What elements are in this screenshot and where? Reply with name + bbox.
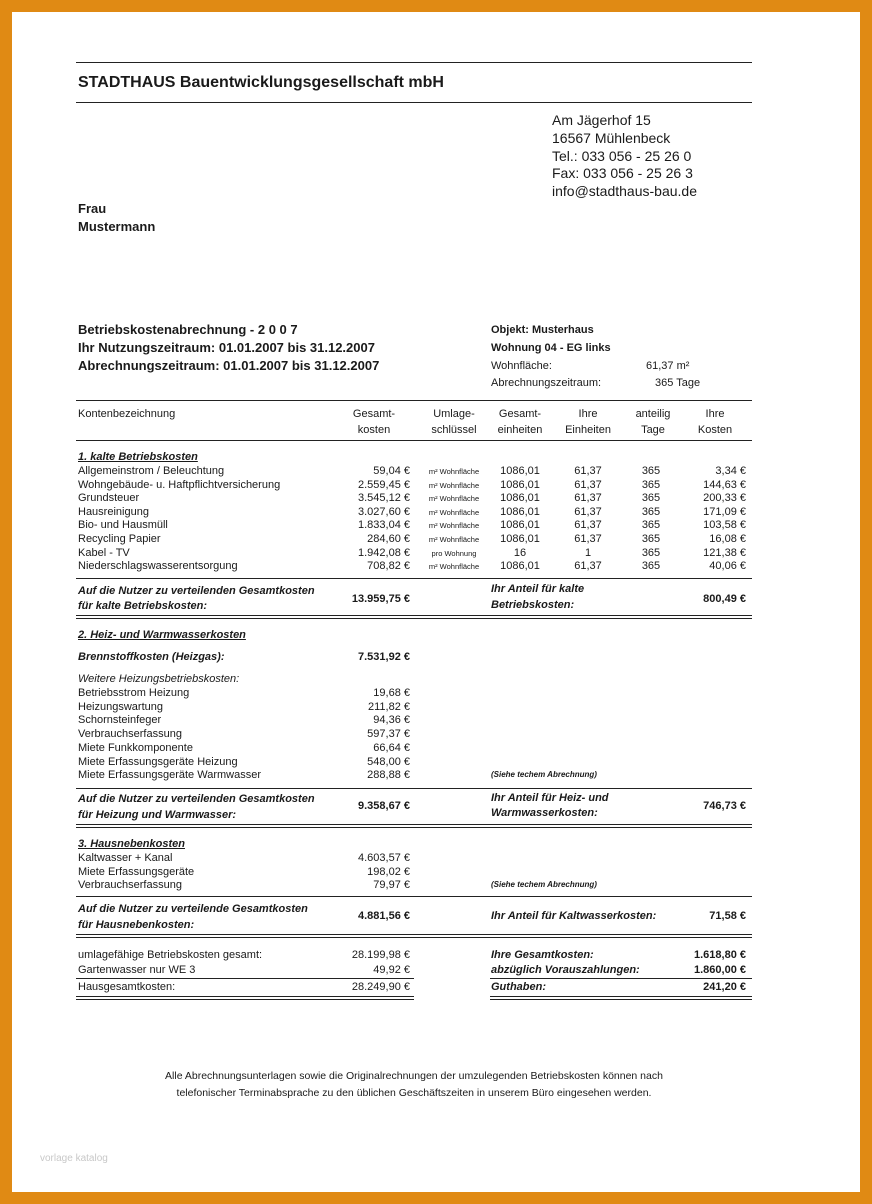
usage-period: Ihr Nutzungszeitraum: 01.01.2007 bis 31.12.2007	[78, 340, 375, 355]
header-bottom-rule	[76, 102, 752, 103]
summary-prepayments-label: abzüglich Vorauszahlungen:	[491, 964, 640, 976]
cost-row-name: Hausreinigung	[78, 506, 149, 518]
period-label: Abrechnungszeitraum:	[491, 377, 602, 389]
utility-row-cost: 198,02 €	[367, 866, 410, 878]
section1-share-label-1: Ihr Anteil für kalte	[491, 583, 585, 595]
cost-row-days: 365	[641, 533, 661, 545]
section3-double-rule-a	[76, 934, 752, 935]
section2-share-value: 746,73 €	[703, 800, 746, 812]
section1-share-value: 800,49 €	[703, 593, 746, 605]
section2-total-label-2: für Heizung und Warmwasser:	[78, 809, 237, 821]
cost-row-days: 365	[641, 519, 661, 531]
cost-row-days: 365	[641, 506, 661, 518]
cost-row-total: 1.833,04 €	[358, 519, 410, 531]
address-fax: Fax: 033 056 - 25 26 3	[552, 165, 693, 181]
section3-total-rule	[76, 896, 752, 897]
cost-row-total: 3.027,60 €	[358, 506, 410, 518]
summary-total-label: umlagefähige Betriebskosten gesamt:	[78, 949, 263, 961]
company-name: STADTHAUS Bauentwicklungsgesellschaft mbH	[78, 74, 444, 91]
address-city: 16567 Mühlenbeck	[552, 130, 671, 146]
cost-row-total-units: 1086,01	[500, 465, 540, 477]
cost-row-name: Allgemeinstrom / Beleuchtung	[78, 465, 225, 477]
cost-row-days: 365	[641, 547, 661, 559]
section1-total-label-1: Auf die Nutzer zu verteilenden Gesamtkosten	[78, 585, 315, 597]
cost-row-key: pro Wohnung	[431, 549, 477, 558]
summary-right-rule	[490, 978, 752, 979]
col-header-anteilig: anteilig Tage	[635, 408, 671, 436]
cost-row-units: 61,37	[574, 519, 602, 531]
section1-share-label-2: Betriebskosten:	[491, 599, 575, 611]
cost-row-name: Recycling Papier	[78, 533, 161, 545]
cost-row-share: 171,09 €	[703, 506, 746, 518]
section3-double-rule-b	[76, 937, 752, 938]
summary-garden-label: Gartenwasser nur WE 3	[78, 964, 196, 976]
section3-total-value: 4.881,56 €	[358, 910, 410, 922]
col-header-ihre-einheiten: Ihre Einheiten	[565, 408, 611, 436]
heating-row-cost: 288,88 €	[367, 769, 410, 781]
col-header-gesamt-einheiten: Gesamt- einheiten	[497, 408, 543, 436]
cost-row-key: m² Wohnfläche	[428, 467, 480, 476]
cost-row-key: m² Wohnfläche	[428, 521, 480, 530]
summary-garden-value: 49,92 €	[373, 964, 410, 976]
cost-row-days: 365	[641, 492, 661, 504]
cost-row-units: 61,37	[574, 492, 602, 504]
summary-your-total-label: Ihre Gesamtkosten:	[491, 949, 594, 961]
cost-row-total: 2.559,45 €	[358, 479, 410, 491]
section1-double-rule-b	[76, 618, 752, 619]
cost-row-total-units: 1086,01	[500, 519, 540, 531]
cost-row-share: 144,63 €	[703, 479, 746, 491]
heating-row-cost: 66,64 €	[373, 742, 410, 754]
section3-title: 3. Hausnebenkosten	[78, 838, 185, 850]
col-header-umlage: Umlage- schlüssel	[431, 408, 477, 436]
heating-row-name: Miete Funkkomponente	[78, 742, 193, 754]
cost-row-total: 708,82 €	[367, 560, 410, 572]
period-value: 365 Tage	[655, 377, 701, 389]
document-title: Betriebskostenabrechnung - 2 0 0 7	[78, 322, 298, 337]
section3-total-label-2: für Hausnebenkosten:	[78, 919, 195, 931]
cost-row-days: 365	[641, 560, 661, 572]
cost-row-share: 40,06 €	[709, 560, 746, 572]
cost-row-total: 3.545,12 €	[358, 492, 410, 504]
area-label: Wohnfläche:	[491, 360, 552, 372]
cost-row-name: Grundsteuer	[78, 492, 140, 504]
section3-total-label-1: Auf die Nutzer zu verteilende Gesamtkosten	[78, 903, 308, 915]
utility-row-name: Kaltwasser + Kanal	[78, 852, 173, 864]
section3-share-value: 71,58 €	[709, 910, 746, 922]
cost-row-key: m² Wohnfläche	[428, 481, 480, 490]
address-email: info@stadthaus-bau.de	[552, 183, 697, 199]
cost-row-total-units: 1086,01	[500, 560, 540, 572]
heating-row-name: Heizungswartung	[78, 701, 163, 713]
object-label: Objekt: Musterhaus	[491, 324, 594, 336]
heating-row-cost: 211,82 €	[367, 701, 410, 713]
col-header-konto: Kontenbezeichnung	[78, 408, 176, 420]
table-top-rule	[76, 400, 752, 401]
col-header-gesamt: Gesamt- kosten	[352, 408, 396, 436]
heating-row-name: Miete Erfassungsgeräte Warmwasser	[78, 769, 261, 781]
cost-row-units: 61,37	[574, 479, 602, 491]
section2-double-rule-b	[76, 827, 752, 828]
cost-row-key: m² Wohnfläche	[428, 562, 480, 571]
summary-house-label: Hausgesamtkosten:	[78, 981, 176, 993]
summary-left-bottom-rule-b	[76, 999, 414, 1000]
summary-total-value: 28.199,98 €	[351, 949, 410, 961]
address-phone: Tel.: 033 056 - 25 26 0	[552, 148, 692, 164]
cost-row-name: Wohngebäude- u. Haftpflichtversicherung	[78, 479, 281, 491]
header-top-rule	[76, 62, 752, 63]
cost-row-key: m² Wohnfläche	[428, 508, 480, 517]
recipient-salutation: Frau	[78, 201, 107, 216]
cost-row-units: 61,37	[574, 560, 602, 572]
utility-row-name: Miete Erfassungsgeräte	[78, 866, 195, 878]
fuel-cost-value: 7.531,92 €	[358, 651, 410, 663]
billing-period: Abrechnungszeitraum: 01.01.2007 bis 31.12.2007	[78, 358, 380, 373]
heating-row-cost: 19,68 €	[373, 687, 410, 699]
cost-row-share: 3,34 €	[715, 465, 746, 477]
section2-title: 2. Heiz- und Warmwasserkosten	[78, 629, 246, 641]
cost-row-total: 1.942,08 €	[358, 547, 410, 559]
summary-credit-label: Guthaben:	[491, 981, 546, 993]
fuel-cost-label: Brennstoffkosten (Heizgas):	[78, 651, 225, 663]
section2-double-rule-a	[76, 824, 752, 825]
heating-row-cost: 597,37 €	[367, 728, 410, 740]
address-street: Am Jägerhof 15	[552, 112, 651, 128]
cost-row-units: 61,37	[574, 465, 602, 477]
cost-row-units: 1	[584, 547, 592, 559]
utility-row-cost: 4.603,57 €	[358, 852, 410, 864]
cost-row-share: 200,33 €	[703, 492, 746, 504]
section1-double-rule-a	[76, 615, 752, 616]
cost-row-share: 103,58 €	[703, 519, 746, 531]
utility-row-name: Verbrauchserfassung	[78, 879, 182, 891]
summary-credit-value: 241,20 €	[703, 981, 746, 993]
cost-row-total-units: 16	[513, 547, 527, 559]
heating-subtitle: Weitere Heizungsbetriebskosten:	[78, 673, 240, 685]
section1-total-label-2: für kalte Betriebskosten:	[78, 600, 207, 612]
cost-row-total: 59,04 €	[373, 465, 410, 477]
cost-row-total-units: 1086,01	[500, 479, 540, 491]
summary-your-total-value: 1.618,80 €	[694, 949, 746, 961]
unit-label: Wohnung 04 - EG links	[491, 342, 611, 354]
cost-row-total: 284,60 €	[367, 533, 410, 545]
section2-total-label-1: Auf die Nutzer zu verteilenden Gesamtkosten	[78, 793, 315, 805]
summary-left-rule	[76, 978, 414, 979]
cost-row-key: m² Wohnfläche	[428, 494, 480, 503]
summary-prepayments-value: 1.860,00 €	[694, 964, 746, 976]
section2-share-label-1: Ihr Anteil für Heiz- und	[491, 792, 609, 804]
col-header-ihre-kosten: Ihre Kosten	[697, 408, 733, 436]
cost-row-units: 61,37	[574, 533, 602, 545]
section1-total-rule	[76, 578, 752, 579]
cost-row-name: Niederschlagswasserentsorgung	[78, 560, 238, 572]
letter-page	[12, 12, 860, 1192]
area-value: 61,37 m²	[646, 360, 690, 372]
watermark: vorlage katalog	[40, 1153, 108, 1164]
section2-total-rule	[76, 788, 752, 789]
cost-row-name: Kabel - TV	[78, 547, 130, 559]
cost-row-share: 16,08 €	[709, 533, 746, 545]
cost-row-key: m² Wohnfläche	[428, 535, 480, 544]
cost-row-total-units: 1086,01	[500, 533, 540, 545]
recipient-name: Mustermann	[78, 219, 156, 234]
section2-share-label-2: Warmwasserkosten:	[491, 807, 598, 819]
section2-note: (Siehe techem Abrechnung)	[491, 770, 597, 779]
table-header-rule	[76, 440, 752, 441]
heating-row-name: Betriebsstrom Heizung	[78, 687, 190, 699]
section1-title: 1. kalte Betriebskosten	[78, 451, 198, 463]
section2-total-value: 9.358,67 €	[358, 800, 410, 812]
cost-row-units: 61,37	[574, 506, 602, 518]
summary-left-bottom-rule-a	[76, 996, 414, 997]
cost-row-total-units: 1086,01	[500, 492, 540, 504]
heating-row-name: Schornsteinfeger	[78, 714, 162, 726]
summary-house-value: 28.249,90 €	[351, 981, 410, 993]
cost-row-days: 365	[641, 479, 661, 491]
summary-right-bottom-rule-b	[490, 999, 752, 1000]
footer-line-2: telefonischer Terminabsprache zu den üblichen Geschäftszeiten in unserem Büro eingesehen werden.	[176, 1087, 652, 1099]
heating-row-cost: 94,36 €	[373, 714, 410, 726]
heating-row-name: Miete Erfassungsgeräte Heizung	[78, 756, 238, 768]
cost-row-days: 365	[641, 465, 661, 477]
heating-row-cost: 548,00 €	[367, 756, 410, 768]
section3-note: (Siehe techem Abrechnung)	[491, 880, 597, 889]
cost-row-share: 121,38 €	[703, 547, 746, 559]
section3-share-label: Ihr Anteil für Kaltwasserkosten:	[491, 910, 657, 922]
section1-total-value: 13.959,75 €	[351, 593, 410, 605]
summary-right-bottom-rule-a	[490, 996, 752, 997]
utility-row-cost: 79,97 €	[373, 879, 410, 891]
cost-row-total-units: 1086,01	[500, 506, 540, 518]
footer-line-1: Alle Abrechnungsunterlagen sowie die Originalrechnungen der umzulegenden Betriebskosten können nach	[165, 1070, 663, 1082]
cost-row-name: Bio- und Hausmüll	[78, 519, 168, 531]
heating-row-name: Verbrauchserfassung	[78, 728, 182, 740]
